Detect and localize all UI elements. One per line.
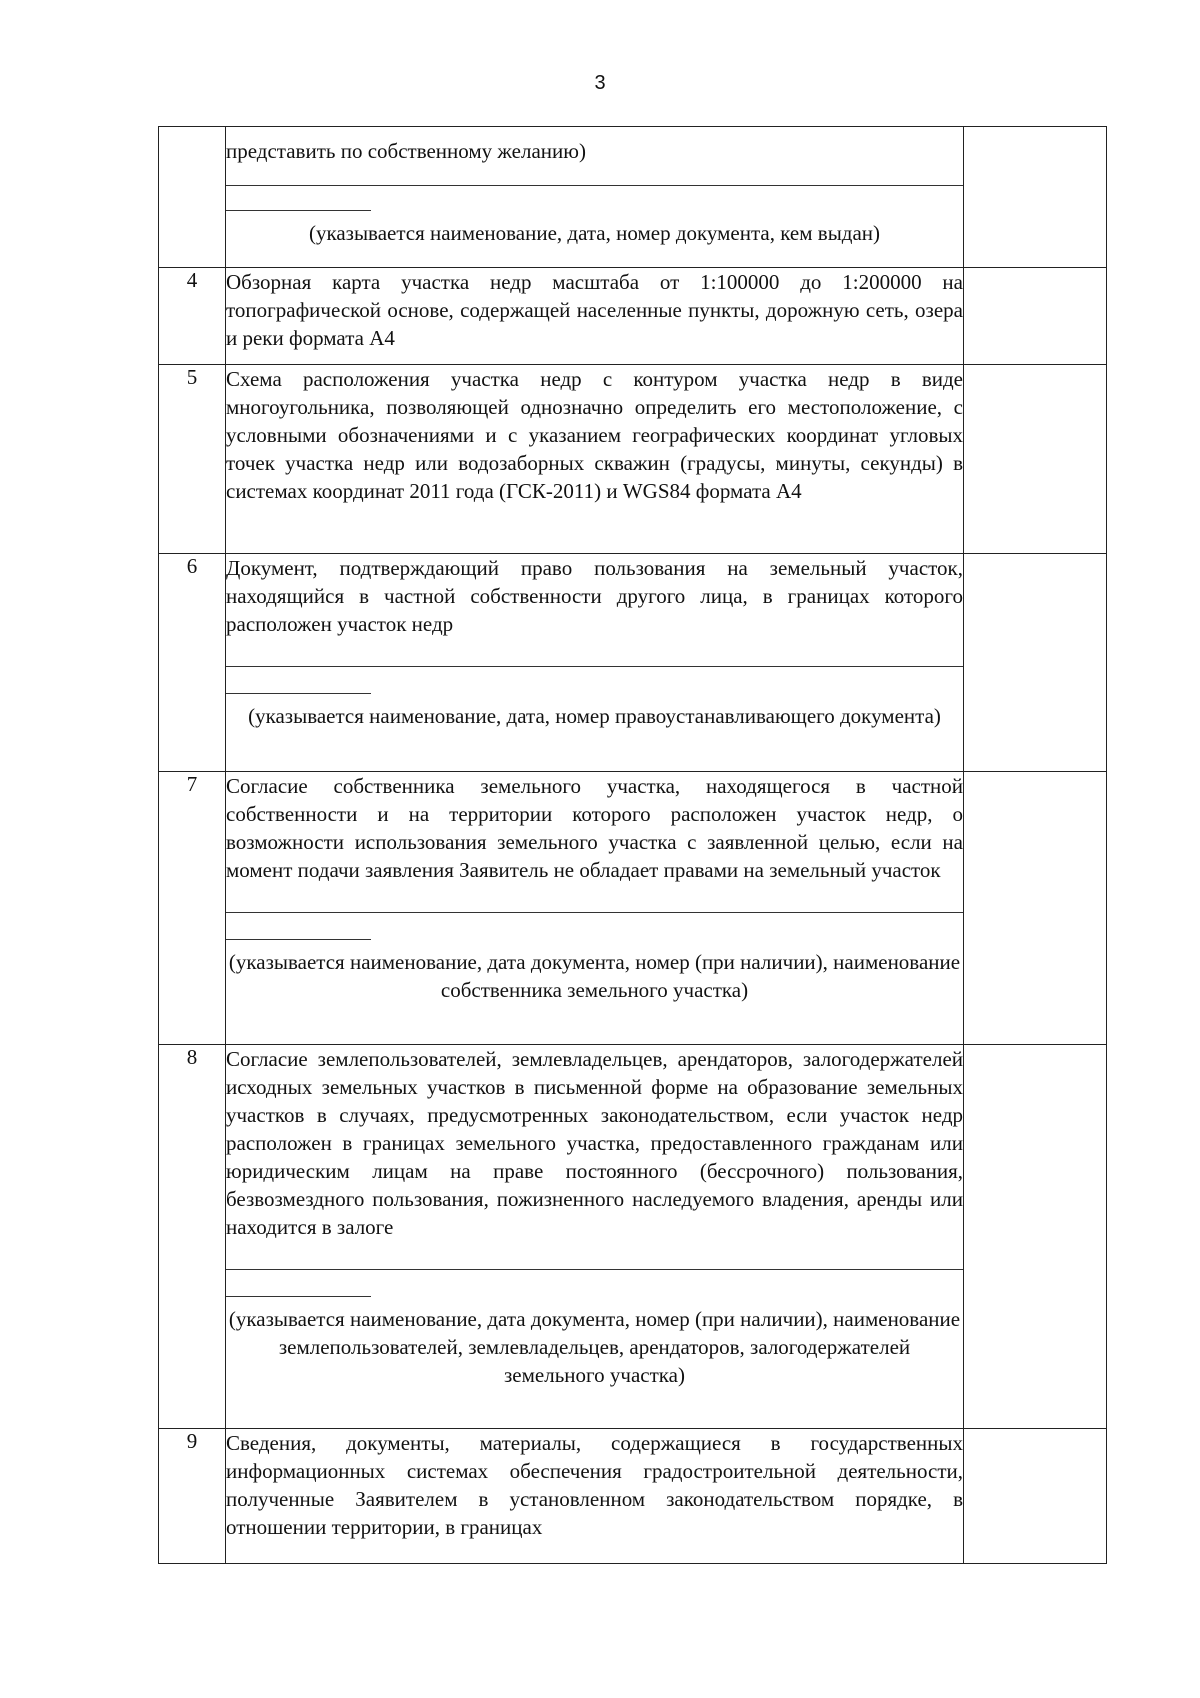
fill-in-line [226, 1269, 963, 1270]
row-description [226, 365, 964, 554]
row-check-cell [964, 127, 1107, 268]
fill-in-line-short [226, 1296, 371, 1297]
table-row [159, 1429, 1107, 1564]
row-number: 7 [159, 772, 226, 1045]
row-note: (указывается наименование, дата документа, номер (при наличии), наименование землепользователей, землевладельцев, арендаторов, залогодержателей земельного участка) [228, 1307, 961, 1387]
table-row [159, 772, 1107, 1045]
fill-in-line [226, 912, 963, 913]
table-row [159, 268, 1107, 365]
row-note: (указывается наименование, дата, номер документа, кем выдан) [308, 221, 881, 245]
table-row [159, 554, 1107, 772]
page-number: 3 [594, 72, 606, 94]
row-number: 5 [159, 365, 226, 554]
fill-in-line [226, 666, 963, 667]
row-number: 6 [159, 554, 226, 772]
row-text: Согласие землепользователей, землевладельцев, арендаторов, залогодержателей исходных земельных участков в письменной форме на образование земельных участков в случаях, предусмотренных законодательством, если участок недр расположен в границах земельного участка, предоставленного гражданам или юридическим лицам на праве постоянного (бессрочного) пользования, безвозмездного пользования, пожизненного наследуемого владения, аренды или находится в залоге [226, 1047, 963, 1239]
table-row [159, 365, 1107, 554]
row-number: 9 [159, 1429, 226, 1564]
row-text: Обзорная карта участка недр масштаба от 1:100000 до 1:200000 на топографической основе, содержащей населенные пункты, дорожную сеть, озера и реки формата А4 [226, 270, 963, 350]
row-check-cell [964, 365, 1107, 554]
row-text: Согласие собственника земельного участка, находящегося в частной собственности и на территории которого расположен участок недр, о возможности использования земельного участка с заявленной целью, если на момент подачи заявления Заявитель не обладает правами на земельный участок [226, 774, 963, 882]
row-note: (указывается наименование, дата, номер правоустанавливающего документа) [248, 704, 941, 728]
row-number: 8 [159, 1045, 226, 1429]
table-row [159, 1045, 1107, 1429]
row-check-cell [964, 554, 1107, 772]
row-text: Сведения, документы, материалы, содержащиеся в государственных информационных системах обеспечения градостроительной деятельности, полученные Заявителем в установленном законодательством порядке, в отношении территории, в границах [226, 1431, 963, 1539]
row-note: (указывается наименование, дата документа, номер (при наличии), наименование собственника земельного участка) [228, 950, 961, 1002]
row-number: 4 [159, 268, 226, 365]
row-description [226, 127, 964, 268]
row-number [159, 127, 226, 268]
row-text: Схема расположения участка недр с контуром участка недр в виде многоугольника, позволяющей однозначно определить его местоположение, с условными обозначениями и с указанием географических координат угловых точек участка недр или водозаборных скважин (градусы, минуты, секунды) в системах координат 2011 года (ГСК-2011) и WGS84 формата А4 [226, 367, 963, 503]
row-text: представить по собственному желанию) [226, 139, 586, 163]
fill-in-line-short [226, 210, 371, 211]
row-check-cell [964, 1045, 1107, 1429]
fill-in-line [226, 185, 963, 186]
table-row [159, 127, 1107, 268]
row-description [226, 1045, 964, 1429]
row-description [226, 772, 964, 1045]
fill-in-line-short [226, 939, 371, 940]
row-check-cell [964, 1429, 1107, 1564]
fill-in-line-short [226, 693, 371, 694]
documents-table [158, 126, 1107, 1564]
row-description [226, 268, 964, 365]
row-text: Документ, подтверждающий право пользования на земельный участок, находящийся в частной собственности другого лица, в границах которого расположен участок недр [226, 556, 963, 636]
row-check-cell [964, 268, 1107, 365]
row-description [226, 554, 964, 772]
row-description [226, 1429, 964, 1564]
row-check-cell [964, 772, 1107, 1045]
